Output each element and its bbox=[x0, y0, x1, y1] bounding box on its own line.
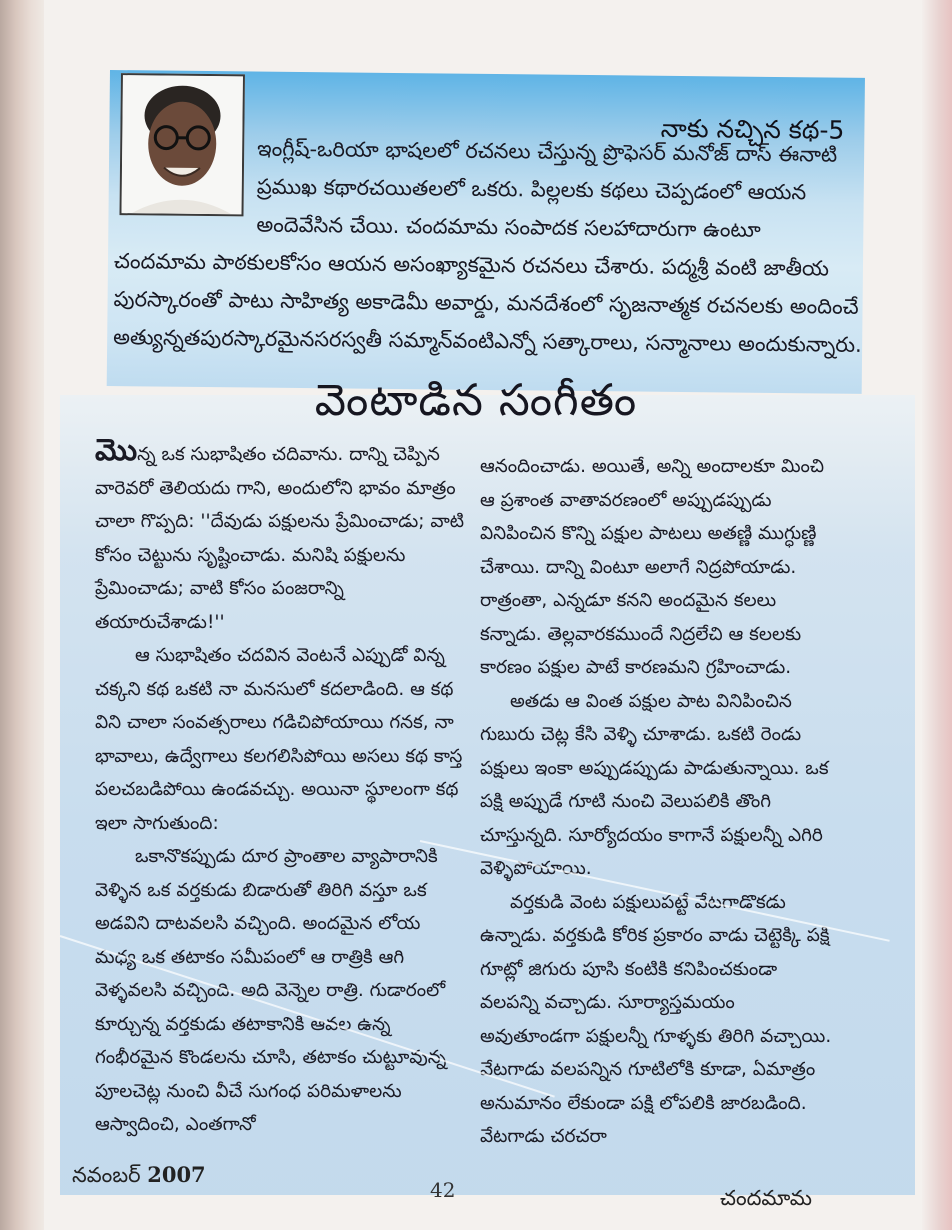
intro-line: ఇంగ్లీష్-ఒరియా భాషలలో రచనలు చేస్తున్న ప్రొఫెసర్ మనోజ్ దాస్ ఈనాటి bbox=[257, 136, 838, 167]
magazine-name: చందమామ bbox=[720, 1186, 812, 1210]
issue-date bbox=[72, 1162, 206, 1193]
article-right-column bbox=[480, 450, 840, 1154]
paragraph-text: ఒకానొకప్పుడు దూర ప్రాంతాల వ్యాపారానికి వెళ్ళిన ఒక వర్తకుడు బిడారుతో తిరిగి వస్తూ ఒక అడవిని దాటవలసి వచ్చింది. అందమైన లోయ మధ్య ఒక తటాకం సమీపంలో ఆ రాత్రికి ఆగి వెళ్ళవలసి వచ్చింది. అది వెన్నెల రాత్రి. గుడారంలో కూర్చున్న వర్తకుడు తటాకానికి ఆవల ఉన్న గంభీరమైన కొండలను చూసి, తటాకం చుట్టూవున్న పూలచెట్ల నుంచి వీచే సుగంధ పరిమళాలను ఆస్వాదించి, ఎంతగానో bbox=[95, 846, 447, 1135]
issue-year: 2007 bbox=[147, 1162, 206, 1187]
author-intro-text bbox=[107, 128, 861, 364]
paragraph: వర్తకుడి వెంట పక్షులుపట్టే వేటగాడొకడు ఉన్నాడు. వర్తకుడి కోరిక ప్రకారం వాడు చెట్టెక్కి పక్షి గూట్లో జిగురు పూసి కంటికి కనిపించకుండా వలపన్ని వచ్చాడు. సూర్యాస్తమయం అవుతూండగా పక్షులన్నీ గూళ్ళకు తిరిగి వచ్చాయి. వేటగాడు వలపన్నిన గూటిలోకి కూడా, ఏమాత్రం అనుమానం లేకుండా పక్షి లోపలికి జారబడింది. వేటగాడు చరచరా bbox=[480, 891, 832, 1147]
series-label: నాకు నచ్చిన కథ-5 bbox=[660, 113, 845, 145]
issue-month: నవంబర్ bbox=[72, 1163, 141, 1187]
page-number: 42 bbox=[430, 1178, 456, 1202]
paragraph-text: న్న ఒక సుభాషితం చదివాను. దాన్ని చెప్పిన వారెవరో తెలియదు గాని, అందులోని భావం మాత్రం చాలా గొప్పది: ''దేవుడు పక్షులను ప్రేమించాడు; వాటి కోసం చెట్టును సృష్టించాడు. మనిషి పక్షులను ప్రేమించాడు; వాటి కోసం పంజరాన్ని తయారుచేశాడు!'' bbox=[95, 444, 465, 633]
paragraph: అతడు ఆ వింత పక్షుల పాట వినిపించిన గుబురు చెట్ల కేసి వెళ్ళి చూశాడు. ఒకటి రెండు పక్షులు ఇంకా అప్పుడప్పుడు పాడుతున్నాయి. ఒక పక్షి అప్పుడే గూటి నుంచి వెలుపలికి తొంగి చూస్తున్నది. సూర్యోదయం కాగానే పక్షులన్నీ ఎగిరి వెళ్ళిపోయాయి. bbox=[480, 690, 829, 879]
article-left-column bbox=[95, 433, 465, 1142]
paragraph: ఆనందించాడు. అయితే, అన్ని అందాలకూ మించి ఆ ప్రశాంత వాతావరణంలో అప్పుడప్పుడు వినిపించిన కొన్ని పక్షుల పాటలు అతణ్ణి ముగ్ధుణ్ణి చేశాయి. దాన్ని వింటూ అలాగే నిద్రపోయాడు. రాత్రంతా, ఎన్నడూ కనని అందమైన కలలు కన్నాడు. తెల్లవారకముందే నిద్రలేచి ఆ కలలకు కారణం పక్షుల పాటే కారణమని గ్రహించాడు. bbox=[480, 456, 825, 678]
intro-line: అత్యున్నతపురస్కారమైనసరస్వతీ సమ్మాన్‌వంటిఎన్నో సత్కారాలు, సన్మానాలు అందుకున్నారు. bbox=[113, 325, 862, 357]
paragraph bbox=[95, 433, 465, 639]
intro-line: ప్రముఖ కథారచయితలలో ఒకరు. పిల్లలకు కథలు చెప్పడంలో ఆయన bbox=[256, 174, 807, 205]
paragraph-text: ఆ సుభాషితం చదవిన వెంటనే ఎప్పుడో విన్న చక్కని కథ ఒకటి నా మనసులో కదలాడింది. ఆ కథ విని చాలా సంవత్సరాలు గడిచిపోయాయి గనక, నా భావాలు, ఉద్వేగాలు కలగలిసిపోయి అసలు కథ కాస్త పలచబడిపోయి ఉండవచ్చు. అయినా స్థూలంగా కథ ఇలా సాగుతుంది: bbox=[95, 645, 463, 834]
article-title: వెంటాడిన సంగీతం bbox=[314, 375, 638, 426]
drop-cap: మొ bbox=[95, 433, 138, 468]
paragraph bbox=[95, 840, 465, 1142]
paragraph bbox=[95, 639, 465, 840]
book-spine-edge bbox=[0, 0, 44, 1230]
intro-line: పురస్కారంతో పాటు సాహిత్య అకాడెమీ అవార్డు, మనదేశంలో సృజనాత్మక రచనలకు అందించే bbox=[113, 287, 859, 319]
intro-line: చందమామ పాఠకులకోసం ఆయన అసంఖ్యాకమైన రచనలు చేశారు. పద్మశ్రీ వంటి జాతీయ bbox=[113, 249, 830, 281]
author-intro-box bbox=[107, 70, 865, 394]
page-right-edge bbox=[922, 0, 952, 1230]
intro-line: అందెవేసిన చేయి. చందమామ సంపాదక సలహాదారుగా ఉంటూ bbox=[256, 212, 761, 242]
